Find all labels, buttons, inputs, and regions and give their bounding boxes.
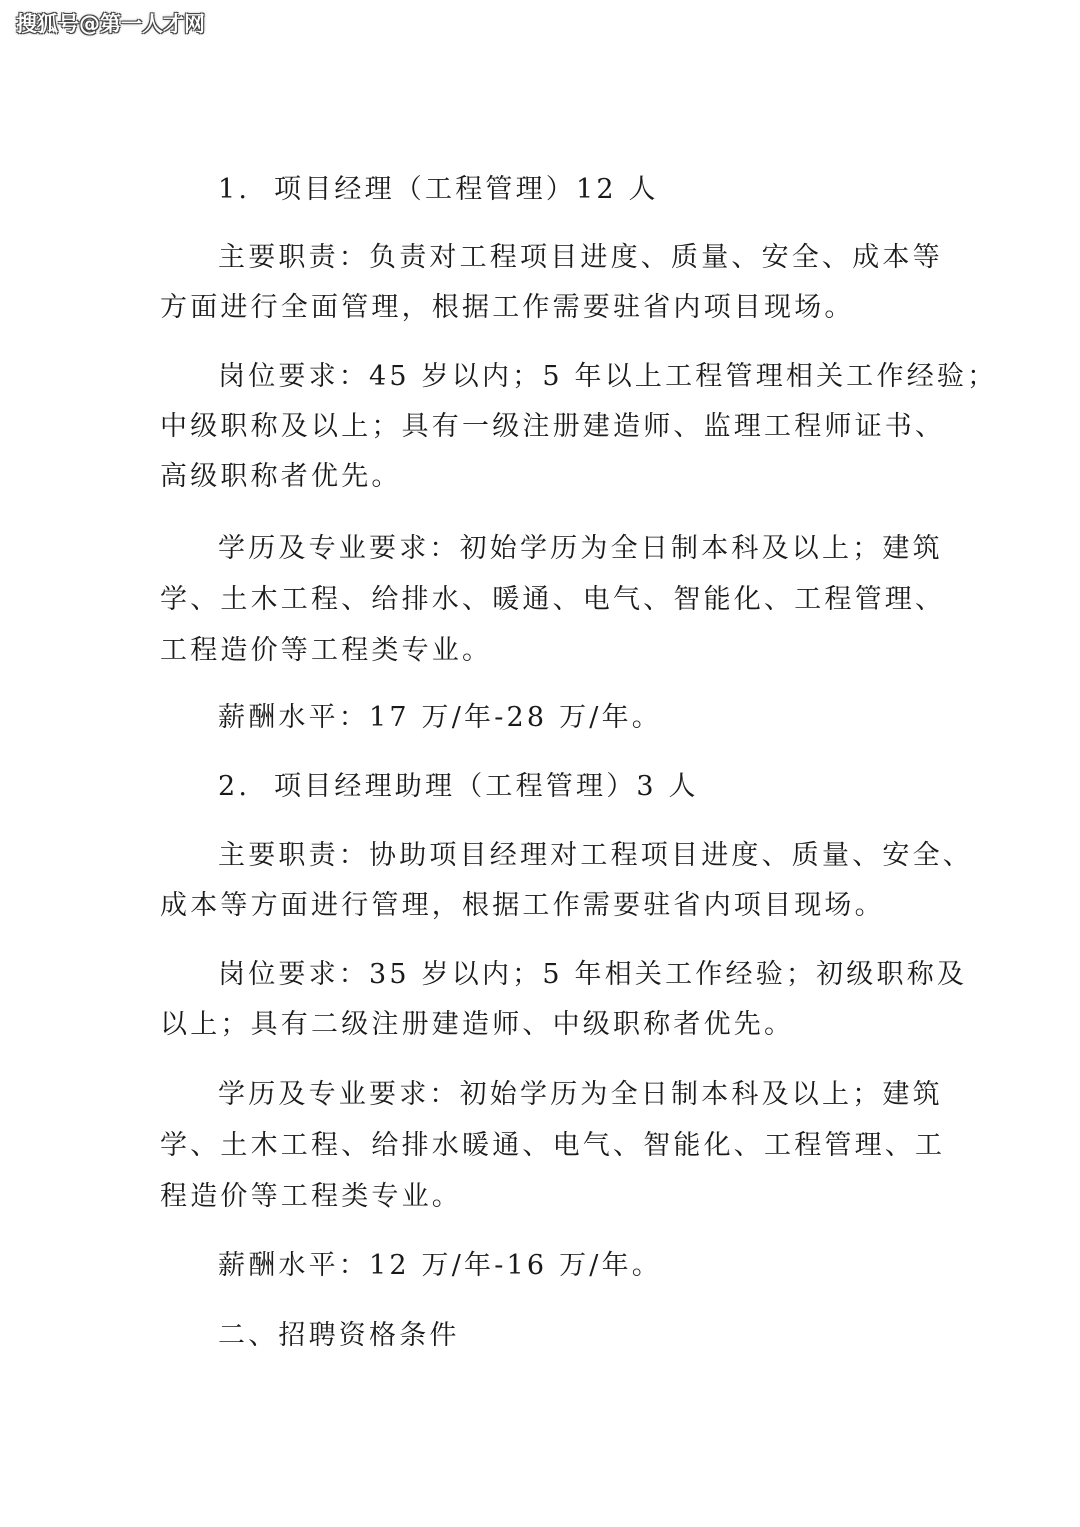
section-2-heading	[218, 762, 920, 812]
section-2-edu-line-3: 程造价等工程类专业。	[160, 1181, 462, 1212]
section-2-duty-line-2: 成本等方面进行管理，根据工作需要驻省内项目现场。	[160, 890, 885, 921]
section-1-pay: 薪酬水平：17 万/年-28 万/年。	[218, 702, 662, 733]
section-2-req-line-1: 岗位要求：35 岁以内；5 年相关工作经验；初级职称及	[218, 959, 968, 990]
section-1-req-line-1: 岗位要求：45 岁以内；5 年以上工程管理相关工作经验；	[218, 361, 998, 392]
section-2-title: 项目经理助理（工程管理）3 人	[274, 771, 699, 802]
section-2-duty-line-1: 主要职责：协助项目经理对工程项目进度、质量、安全、	[218, 840, 973, 871]
section-1-req-line-2: 中级职称及以上；具有一级注册建造师、监理工程师证书、	[160, 411, 946, 442]
watermark: 搜狐号@第一人才网	[16, 12, 205, 36]
section-1-heading	[218, 165, 920, 215]
section-1-title: 项目经理（工程管理）12 人	[274, 174, 659, 205]
section-1-edu-line-2: 学、土木工程、给排水、暖通、电气、智能化、工程管理、	[160, 584, 946, 615]
section-2-edu-line-1: 学历及专业要求：初始学历为全日制本科及以上；建筑	[218, 1079, 943, 1110]
section-2-pay: 薪酬水平：12 万/年-16 万/年。	[218, 1250, 662, 1281]
section-1-duty-line-2: 方面进行全面管理，根据工作需要驻省内项目现场。	[160, 292, 855, 323]
section-1-edu-line-3: 工程造价等工程类专业。	[160, 635, 493, 666]
section-1-number: 1.	[218, 174, 251, 205]
section-2-edu-line-2: 学、土木工程、给排水暖通、电气、智能化、工程管理、工	[160, 1130, 946, 1161]
section-2-req-line-2: 以上；具有二级注册建造师、中级职称者优先。	[160, 1009, 795, 1040]
section-2-number: 2.	[218, 771, 251, 802]
section-3-heading: 二、招聘资格条件	[218, 1320, 460, 1351]
section-1-duty-line-1: 主要职责：负责对工程项目进度、质量、安全、成本等	[218, 242, 943, 273]
section-1-edu-line-1: 学历及专业要求：初始学历为全日制本科及以上；建筑	[218, 533, 943, 564]
section-1-req-line-3: 高级职称者优先。	[160, 461, 402, 492]
